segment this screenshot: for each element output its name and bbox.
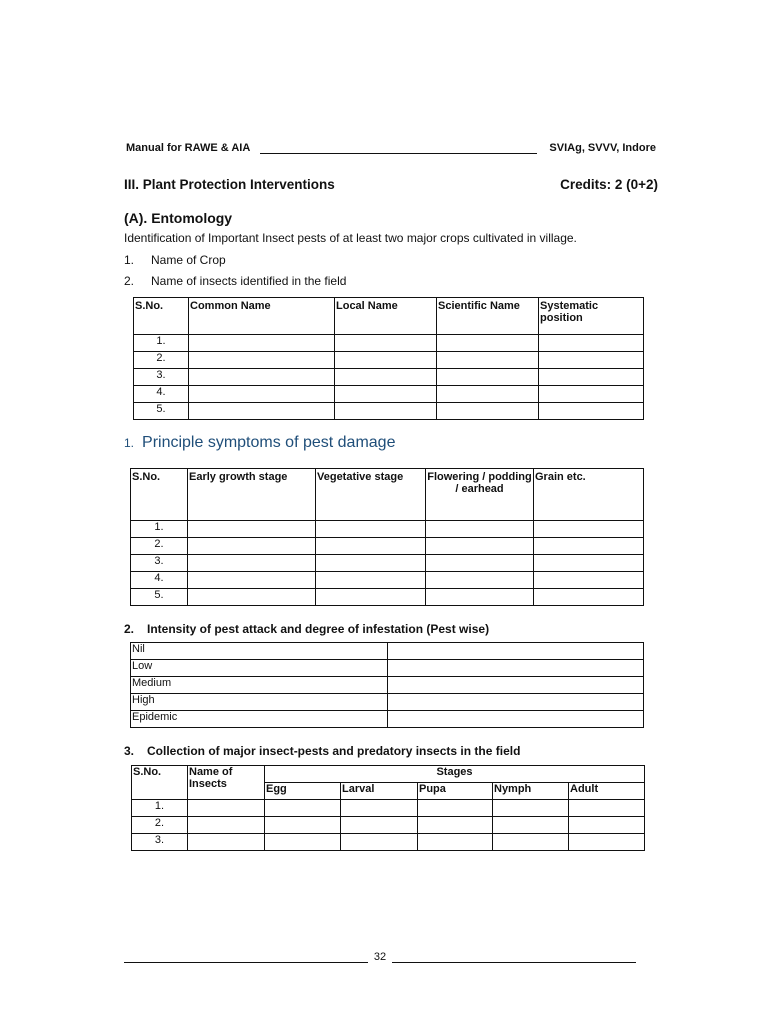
page-header	[126, 141, 656, 157]
table-cell[interactable]	[539, 369, 644, 386]
table-cell[interactable]	[188, 589, 316, 606]
col-sno: S.No.	[132, 766, 188, 800]
col-nymph: Nymph	[493, 783, 569, 800]
heading-text: Collection of major insect-pests and predatory insects in the field	[147, 744, 521, 758]
table-cell[interactable]	[426, 555, 534, 572]
table-cell[interactable]	[335, 335, 437, 352]
page-footer	[124, 950, 636, 966]
table-cell[interactable]	[426, 572, 534, 589]
col-adult: Adult	[569, 783, 645, 800]
header-rule	[260, 153, 537, 154]
table-cell[interactable]	[539, 352, 644, 369]
table-cell[interactable]	[437, 335, 539, 352]
table-cell[interactable]	[569, 817, 645, 834]
table-row	[134, 386, 644, 403]
table-cell[interactable]	[335, 369, 437, 386]
table-cell[interactable]	[534, 538, 644, 555]
table-row	[132, 834, 645, 851]
row-number: 5.	[131, 589, 188, 606]
page-number: 32	[373, 951, 387, 963]
table-row	[131, 711, 644, 728]
col-systematic-position: Systematic position	[539, 298, 644, 335]
table-cell[interactable]	[189, 386, 335, 403]
table-cell[interactable]	[341, 817, 418, 834]
symptoms-heading	[124, 434, 395, 452]
table-cell[interactable]	[189, 352, 335, 369]
heading-number: 2.	[124, 622, 135, 636]
table-cell[interactable]	[437, 403, 539, 420]
table-cell[interactable]	[388, 660, 644, 677]
pest-damage-symptoms-table	[130, 468, 644, 606]
table-cell[interactable]	[388, 711, 644, 728]
heading-number: 3.	[124, 744, 135, 758]
intensity-label: High	[131, 694, 388, 711]
table-cell[interactable]	[437, 386, 539, 403]
table-cell[interactable]	[569, 834, 645, 851]
table-cell[interactable]	[534, 589, 644, 606]
table-cell[interactable]	[418, 800, 493, 817]
table-cell[interactable]	[316, 521, 426, 538]
col-grain: Grain etc.	[534, 469, 644, 521]
table-cell[interactable]	[426, 589, 534, 606]
list-number: 1.	[124, 253, 135, 267]
section-heading: III. Plant Protection Interventions	[124, 177, 335, 192]
table-row	[134, 403, 644, 420]
row-number: 2.	[134, 352, 189, 369]
table-cell[interactable]	[388, 694, 644, 711]
row-number: 4.	[134, 386, 189, 403]
table-row	[131, 589, 644, 606]
table-cell[interactable]	[189, 335, 335, 352]
table-cell[interactable]	[316, 555, 426, 572]
table-row	[131, 643, 644, 660]
table-cell[interactable]	[493, 800, 569, 817]
section-credits: Credits: 2 (0+2)	[560, 177, 658, 192]
table-cell[interactable]	[265, 800, 341, 817]
insect-collection-table	[131, 765, 645, 851]
table-cell[interactable]	[335, 403, 437, 420]
table-cell[interactable]	[316, 572, 426, 589]
section-title	[124, 177, 658, 192]
row-number: 5.	[134, 403, 189, 420]
table-cell[interactable]	[534, 555, 644, 572]
table-cell[interactable]	[426, 538, 534, 555]
row-number: 2.	[132, 817, 188, 834]
table-cell[interactable]	[189, 403, 335, 420]
table-cell[interactable]	[539, 335, 644, 352]
table-row	[132, 800, 645, 817]
table-cell[interactable]	[189, 369, 335, 386]
table-cell[interactable]	[493, 817, 569, 834]
table-cell[interactable]	[188, 521, 316, 538]
row-number: 1.	[132, 800, 188, 817]
subsection-title: (A). Entomology	[124, 210, 233, 226]
col-insect-name: Name of Insects	[188, 766, 265, 800]
col-flowering: Flowering / podding / earhead	[426, 469, 534, 521]
col-larval: Larval	[341, 783, 418, 800]
table-cell[interactable]	[188, 555, 316, 572]
col-stages: Stages	[265, 766, 645, 783]
table-cell[interactable]	[188, 572, 316, 589]
header-institute: SVIAg, SVVV, Indore	[549, 142, 656, 154]
infestation-intensity-table	[130, 642, 644, 728]
intro-text: Identification of Important Insect pests of at least two major crops cultivated in village.	[124, 231, 577, 245]
table-cell[interactable]	[534, 572, 644, 589]
table-row	[131, 572, 644, 589]
table-cell[interactable]	[388, 677, 644, 694]
table-cell[interactable]	[188, 800, 265, 817]
col-egg: Egg	[265, 783, 341, 800]
table-cell[interactable]	[188, 817, 265, 834]
table-cell[interactable]	[539, 403, 644, 420]
table-cell[interactable]	[188, 834, 265, 851]
table-cell[interactable]	[426, 521, 534, 538]
table-row	[131, 521, 644, 538]
header-manual-title: Manual for RAWE & AIA	[126, 142, 251, 154]
row-number: 1.	[134, 335, 189, 352]
table-cell[interactable]	[265, 817, 341, 834]
table-row	[131, 538, 644, 555]
footer-rule-right	[392, 962, 636, 963]
table-cell[interactable]	[437, 369, 539, 386]
col-local-name: Local Name	[335, 298, 437, 335]
col-sno: S.No.	[131, 469, 188, 521]
table-cell[interactable]	[388, 643, 644, 660]
intensity-label: Low	[131, 660, 388, 677]
row-number: 3.	[131, 555, 188, 572]
list-number: 2.	[124, 274, 135, 288]
table-cell[interactable]	[418, 834, 493, 851]
list-text: Name of Crop	[151, 253, 226, 267]
table-row	[132, 817, 645, 834]
intensity-label: Epidemic	[131, 711, 388, 728]
table-cell[interactable]	[341, 834, 418, 851]
row-number: 3.	[134, 369, 189, 386]
table-cell[interactable]	[316, 589, 426, 606]
table-header-row	[132, 766, 645, 783]
col-scientific-name: Scientific Name	[437, 298, 539, 335]
table-cell[interactable]	[188, 538, 316, 555]
table-cell[interactable]	[341, 800, 418, 817]
intensity-heading	[124, 622, 489, 636]
table-row	[134, 369, 644, 386]
table-cell[interactable]	[539, 386, 644, 403]
table-cell[interactable]	[437, 352, 539, 369]
table-cell[interactable]	[316, 538, 426, 555]
table-cell[interactable]	[265, 834, 341, 851]
table-header-row	[134, 298, 644, 335]
col-sno: S.No.	[134, 298, 189, 335]
col-vegetative: Vegetative stage	[316, 469, 426, 521]
intensity-label: Nil	[131, 643, 388, 660]
list-item	[124, 253, 226, 267]
heading-text: Intensity of pest attack and degree of infestation (Pest wise)	[147, 622, 490, 636]
table-cell[interactable]	[418, 817, 493, 834]
table-cell[interactable]	[534, 521, 644, 538]
row-number: 1.	[131, 521, 188, 538]
table-row	[131, 677, 644, 694]
intensity-label: Medium	[131, 677, 388, 694]
list-item	[124, 274, 346, 288]
insect-identification-table	[133, 297, 644, 420]
table-row	[131, 555, 644, 572]
col-pupa: Pupa	[418, 783, 493, 800]
row-number: 2.	[131, 538, 188, 555]
table-cell[interactable]	[569, 800, 645, 817]
col-early-growth: Early growth stage	[188, 469, 316, 521]
table-cell[interactable]	[335, 386, 437, 403]
col-common-name: Common Name	[189, 298, 335, 335]
table-row	[131, 694, 644, 711]
list-text: Name of insects identified in the field	[151, 274, 347, 288]
heading-text: Principle symptoms of pest damage	[142, 434, 396, 451]
table-row	[131, 660, 644, 677]
row-number: 3.	[132, 834, 188, 851]
table-row	[134, 335, 644, 352]
table-header-row	[131, 469, 644, 521]
table-cell[interactable]	[335, 352, 437, 369]
table-cell[interactable]	[493, 834, 569, 851]
heading-number: 1.	[124, 436, 135, 450]
collection-heading	[124, 744, 520, 758]
table-row	[134, 352, 644, 369]
row-number: 4.	[131, 572, 188, 589]
